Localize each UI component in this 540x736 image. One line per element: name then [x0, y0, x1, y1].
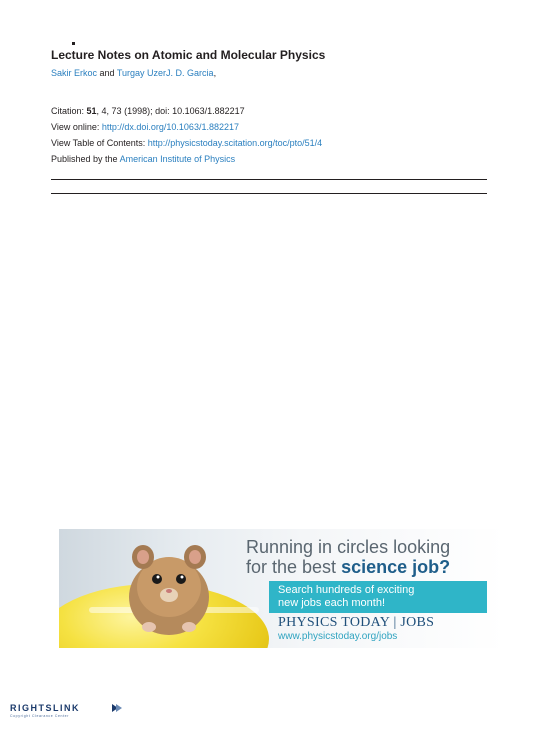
author-link-1[interactable]: Sakir Erkoc: [51, 68, 98, 78]
doi-link[interactable]: http://dx.doi.org/10.1063/1.882217: [101, 122, 239, 132]
author-trailing-comma: ,: [213, 68, 217, 78]
view-online-label: View online:: [51, 122, 102, 132]
citation-line: [51, 106, 245, 116]
ad-headline-line-1: Running in circles looking: [246, 537, 451, 557]
rightslink-logo[interactable]: RIGHTSLINK: [10, 703, 80, 713]
author-separator: and: [97, 68, 117, 78]
ad-callout-line-2: new jobs each month!: [278, 597, 386, 609]
publisher-link[interactable]: American Institute of Physics: [119, 154, 236, 164]
citation-volume: 51: [86, 106, 97, 116]
author-line: [51, 68, 216, 78]
header-dot: [72, 42, 75, 45]
citation-label: Citation:: [51, 106, 87, 116]
job-advertisement-banner[interactable]: [59, 529, 505, 648]
divider-top: [51, 179, 487, 180]
publisher-line: [51, 154, 235, 164]
ad-headline-line-2: [246, 557, 450, 577]
ad-brand-logo: PHYSICS TODAY | JOBS: [278, 615, 435, 630]
ad-headline-prefix: for the best: [246, 557, 342, 577]
rightslink-tagline: Copyright Clearance Center: [10, 714, 69, 718]
article-title: Lecture Notes on Atomic and Molecular Physics: [51, 48, 326, 62]
divider-bottom: [51, 193, 487, 194]
ad-callout-text: [278, 584, 414, 610]
author-link-2[interactable]: Turgay UzerJ. D. Garcia: [116, 68, 214, 78]
ad-url-link[interactable]: www.physicstoday.org/jobs: [278, 631, 398, 642]
ad-headline-emphasis: science job?: [341, 557, 451, 577]
ad-callout-line-1: Search hundreds of exciting: [278, 584, 415, 596]
toc-label: View Table of Contents:: [51, 138, 148, 148]
view-online-line: [51, 122, 239, 132]
hamster-image: [121, 535, 217, 635]
citation-rest: , 4, 73 (1998); doi: 10.1063/1.882217: [96, 106, 245, 116]
toc-line: [51, 138, 322, 148]
rightslink-arrow-icon: [110, 702, 122, 714]
ad-headline: [246, 537, 450, 577]
publisher-label: Published by the: [51, 154, 120, 164]
toc-link[interactable]: http://physicstoday.scitation.org/toc/pto/51/4: [147, 138, 323, 148]
